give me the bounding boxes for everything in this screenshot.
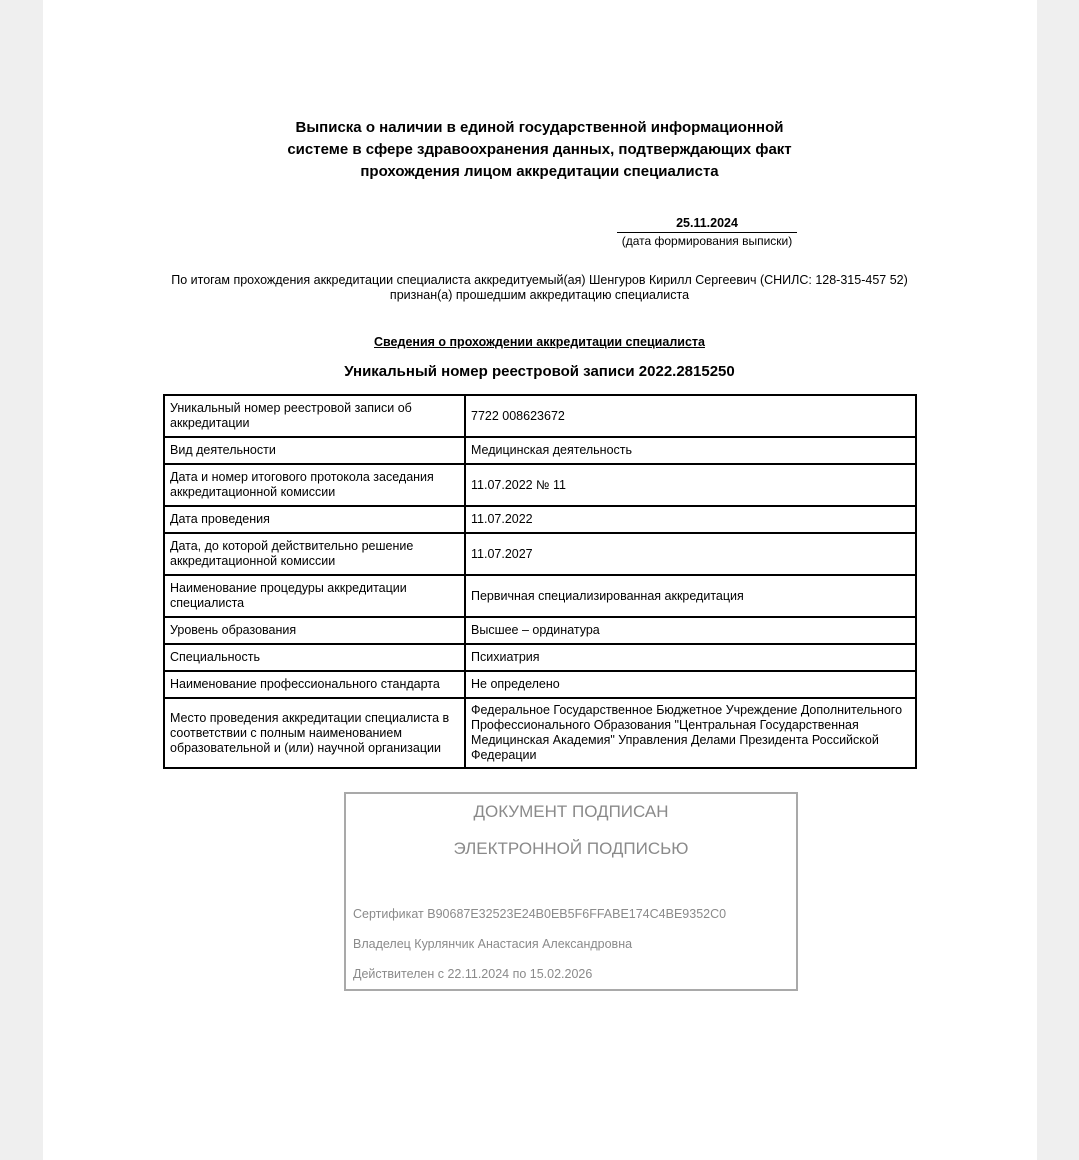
row-value: Первичная специализированная аккредитация [465,575,916,617]
stamp-heading-1: ДОКУМЕНТ ПОДПИСАН [473,802,669,821]
row-label: Дата, до которой действительно решение аккредитационной комиссии [164,533,465,575]
certificate-owner: Владелец Курлянчик Анастасия Александровна [353,937,633,951]
title-line-1: Выписка о наличии в единой государственной информационной [295,119,784,136]
accreditation-table [163,394,917,769]
row-value: Федеральное Государственное Бюджетное Учреждение Дополнительного Профессионального Образования "Центральная Государственная Медицинская Академия" Управления Делами Президента Российской Федерации [465,698,916,768]
table-row [164,617,916,644]
table-row [164,437,916,464]
row-value: Медицинская деятельность [465,437,916,464]
row-label: Место проведения аккредитации специалиста в соответствии с полным наименованием образовательной и (или) научной организации [164,698,465,768]
table-row [164,698,916,768]
row-label: Уровень образования [164,617,465,644]
title-line-3: прохождения лицом аккредитации специалиста [360,163,719,180]
row-value: 11.07.2022 [465,506,916,533]
intro-line-1: По итогам прохождения аккредитации специалиста аккредитуемый(ая) Шенгуров Кирилл Сергеевич (СНИЛС: 128-315-457 52) [171,273,908,287]
table-row [164,533,916,575]
row-value: Высшее – ординатура [465,617,916,644]
section-title: Сведения о прохождении аккредитации специалиста [374,335,705,349]
date-block [617,216,797,249]
row-label: Вид деятельности [164,437,465,464]
table-row [164,575,916,617]
table-row [164,644,916,671]
row-label: Уникальный номер реестровой записи об аккредитации [164,395,465,437]
table-row [164,671,916,698]
issue-date-caption: (дата формирования выписки) [621,234,793,248]
issue-date: 25.11.2024 [617,216,797,233]
table-row [164,464,916,506]
row-label: Наименование профессионального стандарта [164,671,465,698]
intro-line-2: признан(а) прошедшим аккредитацию специалиста [389,288,690,302]
document-title [0,117,1079,183]
row-value: 11.07.2022 № 11 [465,464,916,506]
row-value: 11.07.2027 [465,533,916,575]
table-row [164,506,916,533]
row-value: 7722 008623672 [465,395,916,437]
electronic-signature-stamp [344,792,798,991]
row-label: Наименование процедуры аккредитации специалиста [164,575,465,617]
row-label: Дата и номер итогового протокола заседания аккредитационной комиссии [164,464,465,506]
row-label: Специальность [164,644,465,671]
table-row [164,395,916,437]
certificate-number: Сертификат B90687E32523E24B0EB5F6FFABE174C4BE9352C0 [353,907,727,921]
intro-text [0,273,1079,303]
certificate-validity: Действителен с 22.11.2024 по 15.02.2026 [353,967,593,981]
row-value: Психиатрия [465,644,916,671]
row-label: Дата проведения [164,506,465,533]
row-value: Не определено [465,671,916,698]
title-line-2: системе в сфере здравоохранения данных, подтверждающих факт [287,141,792,158]
stamp-heading-2: ЭЛЕКТРОННОЙ ПОДПИСЬЮ [453,839,689,858]
registry-number-title: Уникальный номер реестровой записи 2022.2815250 [344,363,735,380]
